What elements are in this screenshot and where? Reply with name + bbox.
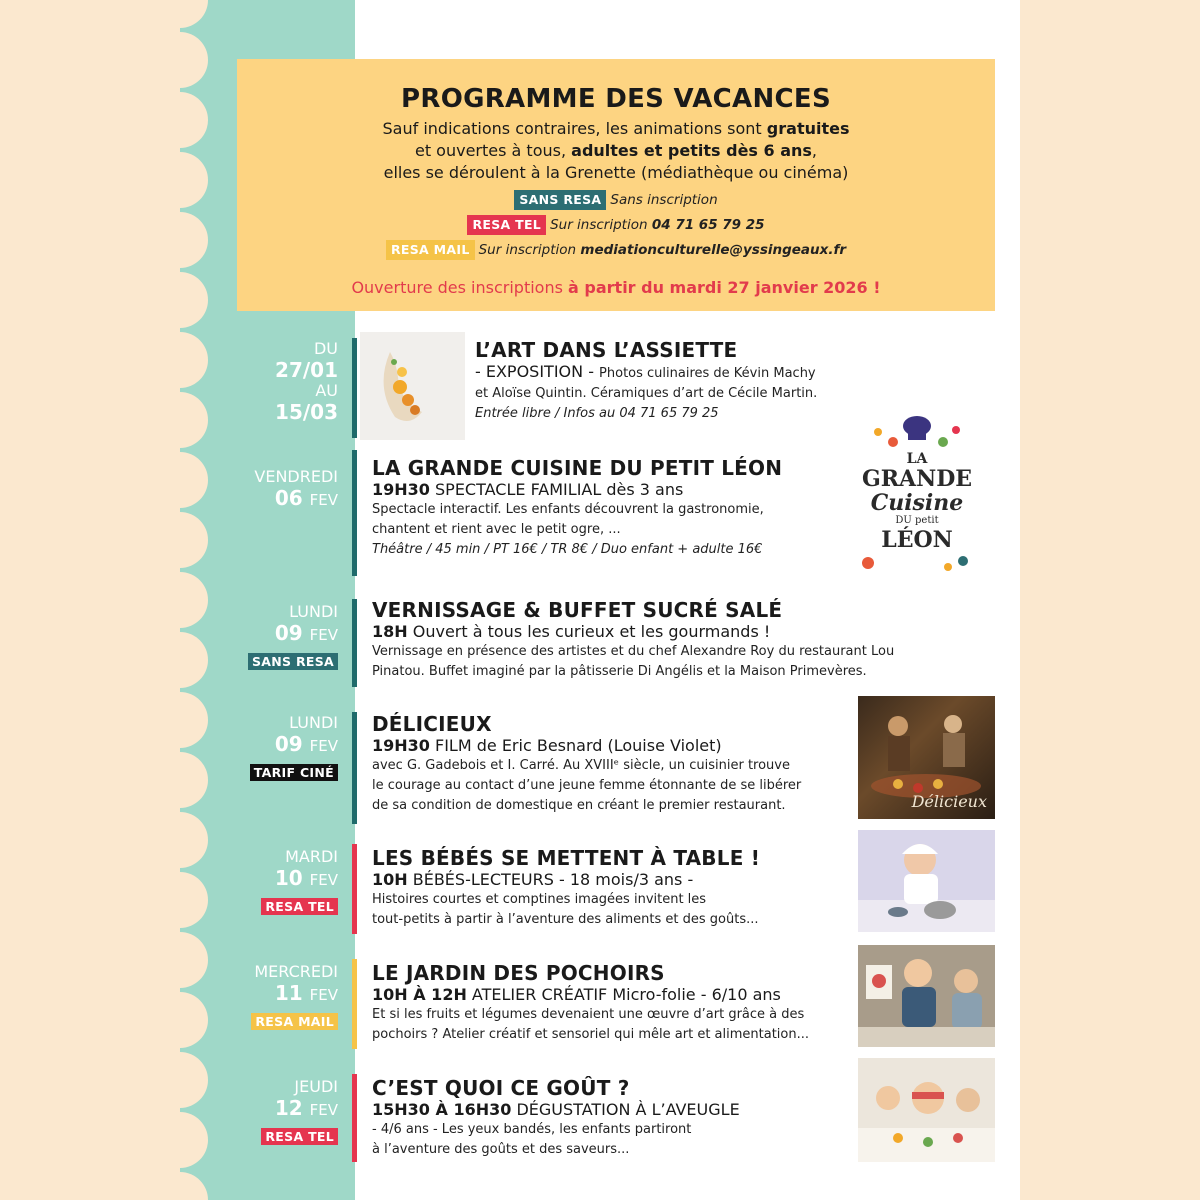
date-number	[180, 866, 338, 892]
event-title: VERNISSAGE & BUFFET SUCRÉ SALÉ	[372, 598, 783, 622]
month: FEV	[309, 1101, 338, 1119]
event-content	[372, 846, 760, 930]
event-title: C’EST QUOI CE GOÛT ?	[372, 1076, 630, 1100]
date-tag	[180, 651, 338, 670]
event-type: DÉGUSTATION À L’AVEUGLE	[511, 1100, 740, 1119]
event-content	[372, 1076, 740, 1160]
event-bebes-table	[180, 840, 1020, 940]
event-type: SPECTACLE FAMILIAL dès 3 ans	[429, 480, 684, 499]
event-desc-2: chantent et rient avec le petit ogre, ...	[372, 522, 621, 537]
event-desc-3: de sa condition de domestique en créant le premier restaurant.	[372, 798, 786, 813]
event-date	[180, 468, 338, 512]
event-content	[475, 338, 817, 424]
day-number: 09	[274, 621, 303, 645]
event-content	[372, 456, 782, 560]
event-poster-delicieux	[858, 696, 995, 819]
event-desc-2: Pinatou. Buffet imaginé par la pâtisserie Di Angélis et la Maison Primevères.	[372, 664, 867, 679]
event-desc-1: Spectacle interactif. Les enfants découvrent la gastronomie,	[372, 502, 764, 517]
resa-mail-badge: RESA MAIL	[386, 240, 475, 260]
poster-text: GRANDE	[861, 466, 973, 492]
flyer-page	[180, 0, 1020, 1200]
intro-line-2	[237, 140, 995, 162]
event-type: BÉBÉS-LECTEURS - 18 mois/3 ans -	[407, 870, 694, 889]
event-divider	[352, 712, 357, 824]
date-number	[180, 732, 338, 758]
event-subtitle	[372, 480, 782, 500]
event-type: FILM de Eric Besnard (Louise Violet)	[429, 736, 722, 755]
intro-bold: adultes et petits dès 6 ans	[571, 141, 812, 160]
event-divider	[352, 959, 357, 1049]
poster-text: DU	[895, 515, 912, 526]
event-subtitle	[372, 622, 894, 642]
date-day: JEUDI	[294, 1077, 338, 1096]
intro-text: Sauf indications contraires, les animations sont	[382, 119, 767, 138]
date-number	[180, 486, 338, 512]
date-number	[180, 621, 338, 647]
intro-text: et ouvertes à tous,	[414, 141, 572, 160]
event-desc-1: avec G. Gadebois et I. Carré. Au XVIIIᵉ siècle, un cuisinier trouve	[372, 758, 790, 773]
legend-text: Sur inscription	[478, 242, 581, 258]
event-content	[372, 961, 809, 1045]
date-start: 27/01	[275, 358, 338, 382]
date-au: AU	[315, 381, 338, 400]
event-desc-1: Photos culinaires de Kévin Machy	[599, 366, 816, 381]
event-subtitle	[372, 870, 760, 890]
legend-text: Sur inscription	[550, 217, 652, 233]
intro-text: ,	[811, 141, 818, 160]
resa-tel-badge: RESA TEL	[467, 215, 546, 235]
date-number	[180, 981, 338, 1007]
event-date	[180, 714, 338, 781]
event-subtitle	[372, 736, 801, 756]
event-title: LES BÉBÉS SE METTENT À TABLE !	[372, 846, 761, 870]
event-photo-baby	[858, 830, 995, 932]
month: FEV	[309, 626, 338, 644]
day-number: 11	[274, 981, 303, 1005]
event-date	[180, 1078, 338, 1145]
event-desc-2: tout-petits à partir à l’aventure des aliments et des goûts...	[372, 912, 759, 927]
event-jardin-pochoirs	[180, 955, 1020, 1055]
tarif-cine-badge: TARIF CINÉ	[250, 764, 338, 781]
event-time: 18H	[372, 622, 408, 641]
intro-bold: gratuites	[766, 119, 850, 138]
phone-number[interactable]: 04 71 65 79 25	[651, 217, 765, 233]
event-title: DÉLICIEUX	[372, 712, 492, 736]
programme-header	[237, 59, 995, 311]
event-divider	[352, 338, 357, 438]
event-desc-2: à l’aventure des goûts et des saveurs...	[372, 1142, 630, 1157]
resa-tel-badge: RESA TEL	[261, 898, 338, 915]
event-divider	[352, 450, 357, 576]
event-info: Théâtre / 45 min / PT 16€ / TR 8€ / Duo enfant + adulte 16€	[372, 542, 763, 557]
event-desc-2: le courage au contact d’une jeune femme étonnante de se libérer	[372, 778, 802, 793]
event-description	[475, 362, 817, 384]
opening-text: Ouverture des inscriptions	[351, 278, 569, 297]
date-number	[180, 1096, 338, 1122]
event-divider	[352, 844, 357, 934]
event-photo-blindfold-tasting	[858, 1058, 995, 1162]
legend-sans-resa	[237, 190, 995, 210]
date-day: LUNDI	[289, 713, 338, 732]
month: FEV	[309, 737, 338, 755]
poster-text: Cuisine	[870, 490, 964, 516]
event-date	[180, 963, 338, 1030]
intro-line-3: elles se déroulent à la Grenette (médiathèque ou cinéma)	[383, 163, 849, 182]
date-end: 15/03	[275, 400, 338, 424]
event-type: - EXPOSITION -	[475, 362, 600, 381]
event-divider	[352, 1074, 357, 1162]
event-time: 15H30 À 16H30	[372, 1100, 512, 1119]
date-tag	[180, 896, 338, 915]
event-delicieux	[180, 706, 1020, 826]
event-time: 10H À 12H	[372, 985, 467, 1004]
date-day: VENDREDI	[254, 467, 338, 486]
event-date	[180, 848, 338, 915]
resa-mail-badge: RESA MAIL	[251, 1013, 338, 1030]
date-day: MERCREDI	[254, 962, 338, 981]
sans-resa-badge: SANS RESA	[514, 190, 606, 210]
date-tag	[180, 1126, 338, 1145]
poster-text: LA	[906, 451, 928, 467]
event-date	[180, 340, 338, 424]
event-title: L’ART DANS L’ASSIETTE	[475, 338, 738, 362]
poster-text: LÉON	[881, 527, 953, 553]
opening-date: à partir du mardi 27 janvier 2026 !	[568, 278, 881, 297]
date-tag	[180, 762, 338, 781]
day-number: 09	[274, 732, 303, 756]
registration-opening	[237, 278, 995, 297]
event-divider	[352, 599, 357, 687]
event-info: Entrée libre / Infos au 04 71 65 79 25	[475, 406, 719, 421]
event-type: Ouvert à tous les curieux et les gourmands !	[407, 622, 771, 641]
event-title: LE JARDIN DES POCHOIRS	[372, 961, 665, 985]
legend-text: Sans inscription	[610, 192, 718, 208]
date-du: DU	[313, 339, 338, 358]
event-time: 19H30	[372, 736, 430, 755]
day-number: 10	[274, 866, 303, 890]
event-grande-cuisine	[180, 450, 1020, 590]
resa-tel-badge: RESA TEL	[261, 1128, 338, 1145]
event-title: LA GRANDE CUISINE DU PETIT LÉON	[372, 456, 783, 480]
event-time: 10H	[372, 870, 408, 889]
date-tag	[180, 1011, 338, 1030]
day-number: 06	[274, 486, 303, 510]
event-content	[372, 598, 894, 682]
event-vernissage	[180, 595, 1020, 690]
day-number: 12	[274, 1096, 303, 1120]
event-desc-1: Et si les fruits et légumes devenaient une œuvre d’art grâce à des	[372, 1007, 805, 1022]
legend-resa-tel	[237, 215, 995, 235]
event-desc-1: Vernissage en présence des artistes et du chef Alexandre Roy du restaurant Lou	[372, 644, 895, 659]
event-desc-1: - 4/6 ans - Les yeux bandés, les enfants partiront	[372, 1122, 692, 1137]
month: FEV	[309, 491, 338, 509]
poster-text-row	[848, 515, 986, 527]
legend-resa-mail	[237, 240, 995, 260]
month: FEV	[309, 871, 338, 889]
event-desc-1: Histoires courtes et comptines imagées invitent les	[372, 892, 707, 907]
date-day: LUNDI	[289, 602, 338, 621]
poster-title: Délicieux	[911, 792, 987, 811]
event-photo-plate	[360, 332, 465, 440]
email-link[interactable]: mediationculturelle@yssingeaux.fr	[580, 242, 847, 258]
month: FEV	[309, 986, 338, 1004]
poster-text: petit	[915, 515, 939, 526]
event-poster-petit-leon	[848, 412, 986, 590]
event-content	[372, 712, 801, 816]
event-subtitle	[372, 1100, 740, 1120]
event-subtitle	[372, 985, 809, 1005]
sans-resa-badge: SANS RESA	[248, 653, 338, 670]
event-desc-2: pochoirs ? Atelier créatif et sensoriel qui mêle art et alimentation...	[372, 1027, 810, 1042]
event-date	[180, 603, 338, 670]
event-photo-kids-stencils	[858, 945, 995, 1047]
event-type: ATELIER CRÉATIF Micro-folie - 6/10 ans	[466, 985, 781, 1004]
event-desc-2: et Aloïse Quintin. Céramiques d’art de Cécile Martin.	[475, 386, 818, 401]
intro-line-1	[237, 118, 995, 140]
page-title: PROGRAMME DES VACANCES	[401, 84, 831, 114]
event-quoi-ce-gout	[180, 1070, 1020, 1170]
event-time: 19H30	[372, 480, 430, 499]
date-day: MARDI	[285, 847, 338, 866]
